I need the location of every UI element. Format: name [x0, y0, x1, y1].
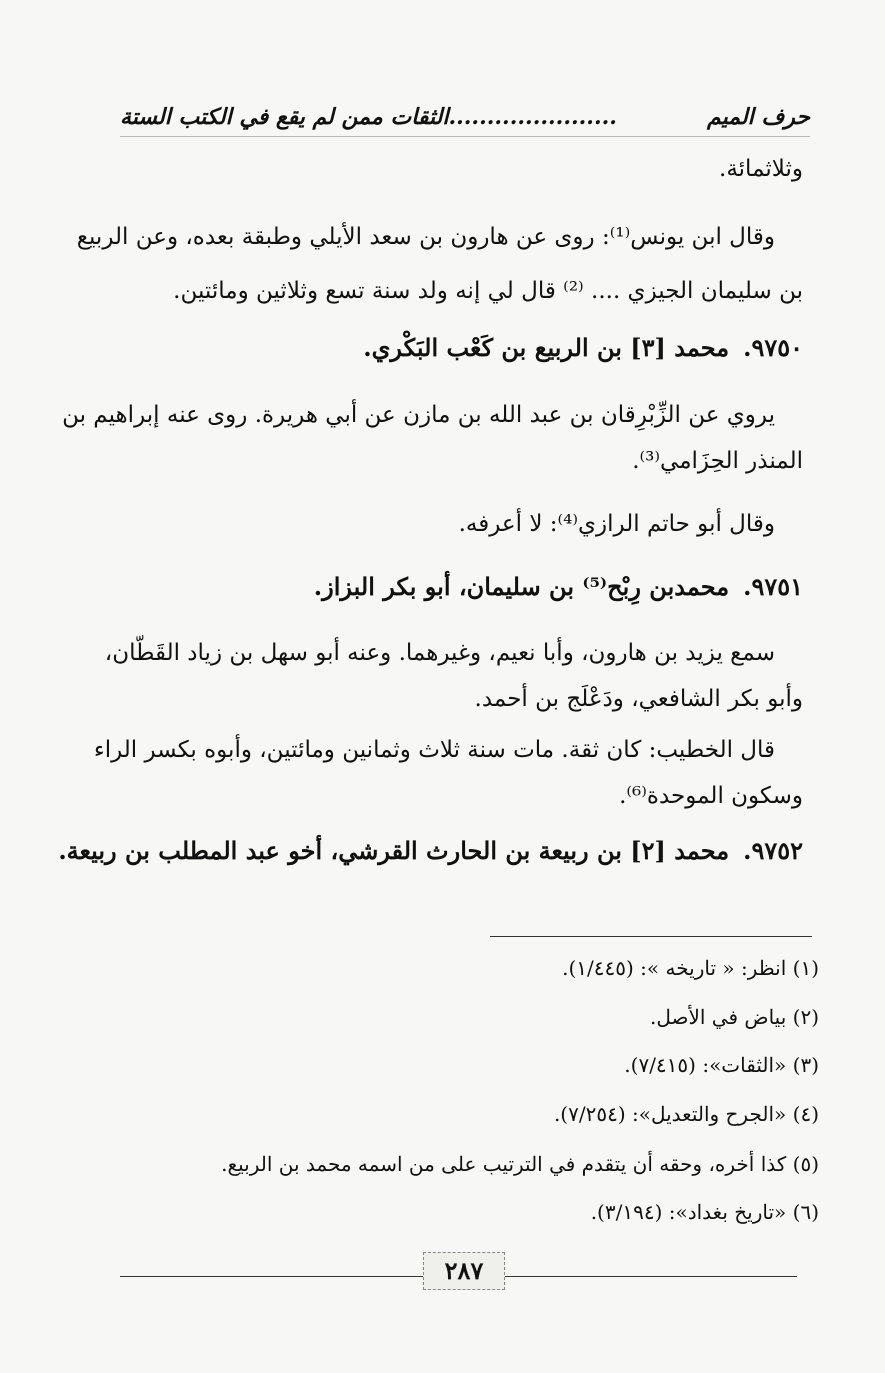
body-line: وسكون الموحدة⁽⁶⁾.: [619, 783, 803, 809]
footnote: (١) انظر: « تاريخه »: (١/٤٤٥).: [562, 956, 819, 980]
footer-rule-left: [120, 1276, 423, 1277]
body-line: وقال ابن يونس⁽¹⁾: روى عن هارون بن سعد الأيلي وطبقة بعده، وعن الربيع: [76, 224, 775, 250]
header-chapter: حرف الميم: [706, 104, 810, 130]
entry-heading-9750: [118, 333, 803, 362]
body-line: وثلاثمائة.: [719, 156, 803, 182]
footnote: (٢) بياض في الأصل.: [650, 1005, 819, 1029]
entry-number: ٩٧٥١.: [743, 572, 803, 601]
body-line: بن سليمان الجيزي .... ⁽²⁾ قال لي إنه ولد سنة تسع وثلاثين ومائتين.: [173, 278, 803, 304]
entry-title: محمد [٣] بن الربيع بن كَعْب البَكْري.: [363, 333, 730, 362]
entry-heading-9751: [118, 572, 803, 601]
body-line: سمع يزيد بن هارون، وأبا نعيم، وغيرهما. وعنه أبو سهل بن زياد القَطّان،: [104, 640, 775, 666]
page-number: ٢٨٧: [423, 1252, 505, 1290]
body-line: قال الخطيب: كان ثقة. مات سنة ثلاث وثمانين ومائتين، وأبوه بكسر الراء: [93, 737, 775, 763]
entry-number: ٩٧٥٠.: [743, 333, 803, 362]
body-line: المنذر الحِزَامي⁽³⁾.: [632, 448, 803, 474]
footnote: (٤) «الجرح والتعديل»: (٧/٢٥٤).: [553, 1102, 819, 1126]
footnote: (٦) «تاريخ بغداد»: (٣/١٩٤).: [590, 1200, 819, 1224]
entry-number: ٩٧٥٢.: [743, 836, 803, 865]
running-header: [120, 104, 810, 137]
entry-title: محمد [٢] بن ربيعة بن الحارث القرشي، أخو عبد المطلب بن ربيعة.: [58, 836, 730, 865]
body-line: يروي عن الزِّبْرِقان بن عبد الله بن مازن عن أبي هريرة. روى عنه إبراهيم بن: [62, 402, 775, 428]
footnote: (٥) كذا أخره، وحقه أن يتقدم في الترتيب على من اسمه محمد بن الربيع.: [221, 1152, 819, 1176]
header-book-title: ......................الثقات ممن لم يقع في الكتب الستة: [120, 104, 617, 130]
body-line: وقال أبو حاتم الرازي⁽⁴⁾: لا أعرفه.: [458, 511, 775, 537]
footer-rule-right: [505, 1276, 797, 1277]
footnote-separator: [490, 936, 812, 937]
body-line: وأبو بكر الشافعي، ودَعْلَج بن أحمد.: [474, 686, 803, 712]
footnote: (٣) «الثقات»: (٧/٤١٥).: [624, 1053, 819, 1077]
entry-title: محمدبن رِبْح⁽⁵⁾ بن سليمان، أبو بكر البزاز.: [313, 572, 730, 601]
entry-heading-9752: [58, 836, 803, 865]
